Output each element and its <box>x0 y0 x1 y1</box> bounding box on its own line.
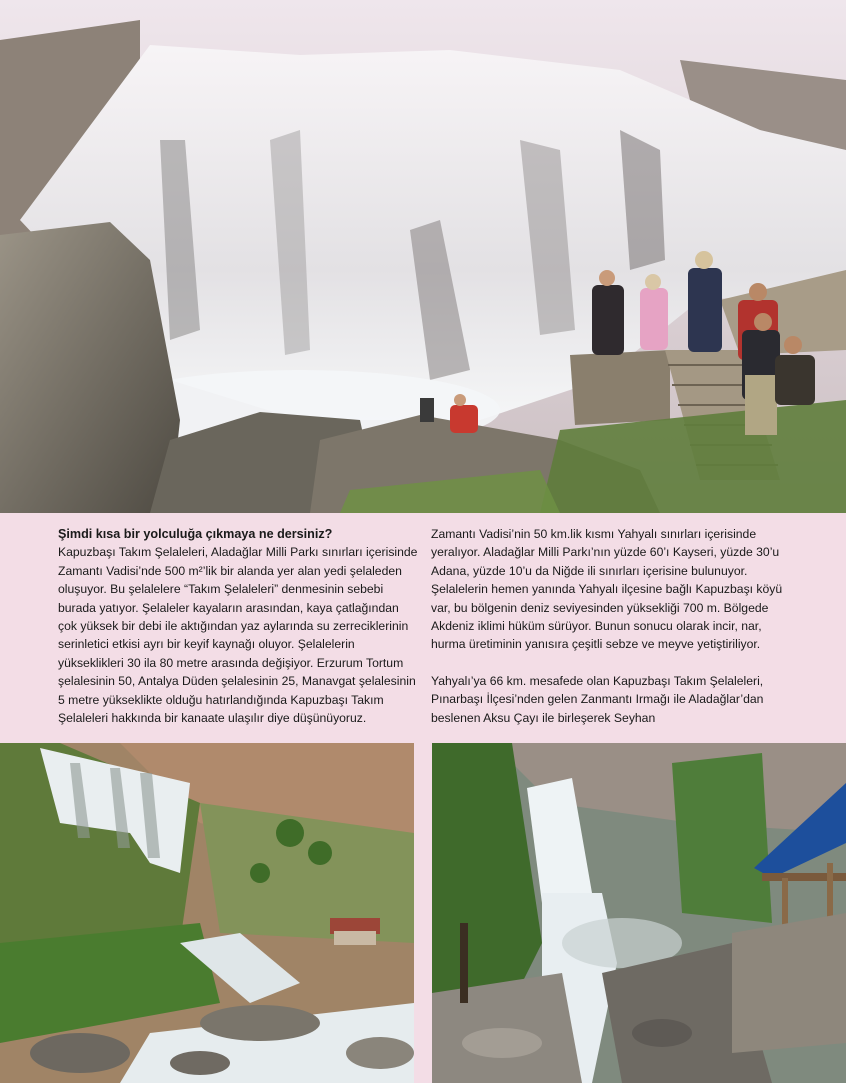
left-paragraph: Kapuzbaşı Takım Şelaleleri, Aladağlar Milli Parkı sınırları içerisinde Zamantı Vadisi’nde 500 m²’lik bir alanda yer alan yedi şelaleden oluşuyor. Bu şelalelere “Takım Şelaleleri” denmesinin sebebi burada yatıyor. Şelaleler kayaların arasından, kaya çatlağından çok yüksek bir debi ile aktığından yaz aylarında su zerreciklerinin serinletici etkisi ayrı bir keyif kaynağı oluyor. Şelalelerin yükseklikleri 30 ila 80 metre arasında değişiyor. Erzurum Tortum şelalesinin 50, Antalya Düden şelalesinin 25, Manavgat şelalesinin 5 metre yükseklikte olduğu hatırlandığında Kapuzbaşı Takım Şelaleleri hakkında bir kanaate ulaşılır diye düşünüyoruz. <box>58 545 418 726</box>
article-right-column <box>431 525 793 727</box>
right-paragraph-2: Yahyalı’ya 66 km. mesafede olan Kapuzbaşı Takım Şelaleleri, Pınarbaşı İlçesi’nden gelen Zanmantı Irmağı ile Aladağlar’dan beslenen Aksu Çayı ile birleşerek Seyhan <box>431 673 764 725</box>
valley-waterfalls-photo <box>0 743 414 1083</box>
article-left-column <box>58 525 418 727</box>
right-paragraph-1: Zamantı Vadisi’nin 50 km.lik kısmı Yahyalı sınırları içerisinde yeralıyor. Aladağlar Milli Parkı’nın yüzde 60’ı Kayseri, yüzde 30’u Adana, yüzde 10’u da Niğde ili sınırları içerisine bulunuyor. Şelalelerin hemen yanında Yahyalı ilçesine bağlı Kapuzbaşı köyü var, bu bölgenin deniz seviyesinden yüksekliği 700 m. Bölgede Akdeniz iklimi hüküm sürüyor. Bunun sonucu olarak incir, nar, hurma üretiminin yanısıra çeşitli sebze ve meyve yetiştiriliyor. <box>431 527 783 652</box>
hero-waterfall-photo <box>0 0 846 513</box>
canyon-waterfall-photo <box>432 743 846 1083</box>
article-heading: Şimdi kısa bir yolculuğa çıkmaya ne dersiniz? <box>58 527 333 541</box>
